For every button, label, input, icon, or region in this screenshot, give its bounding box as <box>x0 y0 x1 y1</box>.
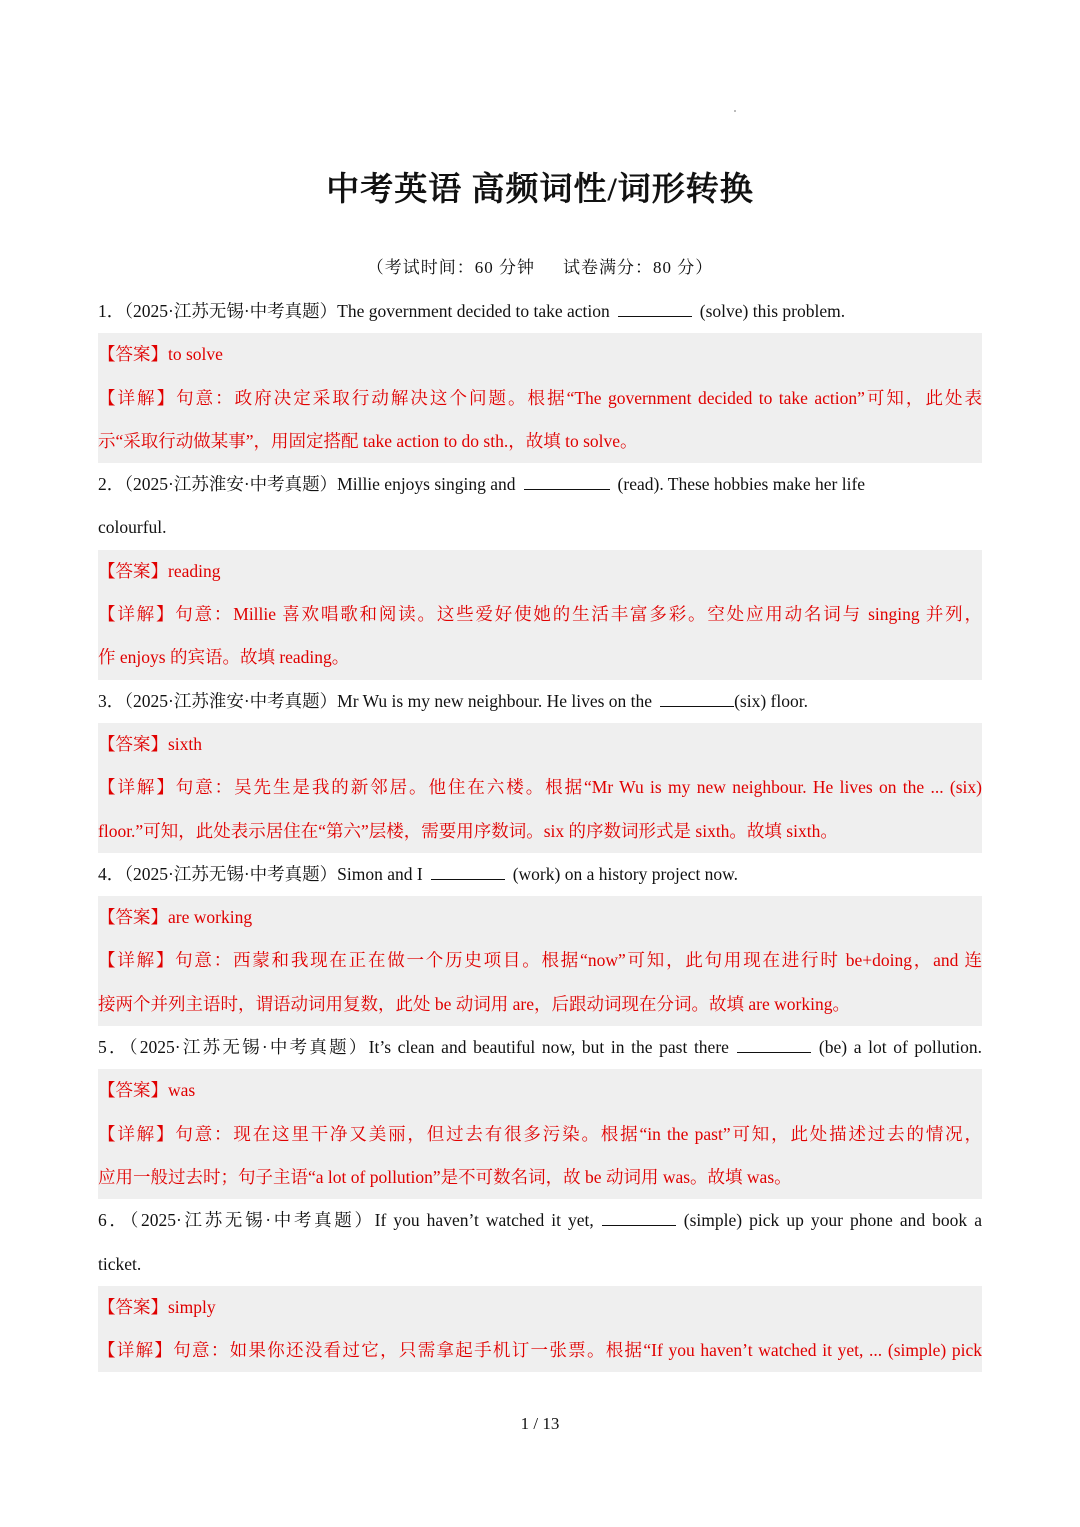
question-6 <box>98 1199 982 1372</box>
answer-line: 【答案】are working <box>98 907 253 928</box>
explanation-line: floor.”可知，此处表示居住在“第六”层楼，需要用序数词。six 的序数词形式是 sixth。故填 sixth。 <box>98 820 838 841</box>
answer-blank <box>737 1034 811 1053</box>
answer-line: 【答案】sixth <box>98 733 203 754</box>
explanation-line: 【详解】句意：西蒙和我现在正在做一个历史项目。根据“now”可知，此句用现在进行时 be+doing，and 连 <box>98 950 982 971</box>
answer-line: 【答案】reading <box>98 560 221 581</box>
answer-line: 【答案】simply <box>98 1296 216 1317</box>
question-text: 2．（2025·江苏淮安·中考真题）Millie enjoys singing and (read). These hobbies make her life <box>98 463 982 506</box>
question-text: 1．（2025·江苏无锡·中考真题）The government decided to take action (solve) this problem. <box>98 290 982 333</box>
explanation-line: 【详解】句意：政府决定采取行动解决这个问题。根据“The government decided to take action”可知，此处表 <box>98 387 982 408</box>
answer-box <box>98 1069 982 1199</box>
answer-value: to solve <box>168 344 223 365</box>
question-4 <box>98 853 982 1026</box>
question-3 <box>98 680 982 853</box>
exam-time: （考试时间：60 分钟 <box>366 258 535 277</box>
scan-speck <box>734 110 736 112</box>
explanation-line: 【详解】句意：现在这里干净又美丽，但过去有很多污染。根据“in the past”可知，此处描述过去的情况， <box>98 1123 982 1144</box>
answer-blank <box>660 688 734 707</box>
question-text: 4．（2025·江苏无锡·中考真题）Simon and I (work) on a history project now. <box>98 853 982 896</box>
answer-value: sixth <box>168 733 203 754</box>
answer-value: reading <box>168 560 221 581</box>
answer-value: was <box>168 1080 196 1101</box>
question-text: 6．（2025·江苏无锡·中考真题）If you haven’t watched it yet, (simple) pick up your phone and book a <box>98 1199 982 1242</box>
answer-blank <box>431 861 505 880</box>
answer-blank <box>618 298 692 317</box>
answer-box <box>98 550 982 680</box>
page-indicator: 1 / 13 <box>520 1414 560 1433</box>
answer-blank <box>524 471 610 490</box>
answer-box <box>98 896 982 1026</box>
question-text: 5．（2025·江苏无锡·中考真题）It’s clean and beautiful now, but in the past there (be) a lot of pollution. <box>98 1026 982 1069</box>
explanation-line: 接两个并列主语时，谓语动词用复数，此处 be 动词用 are，后跟动词现在分词。故填 are working。 <box>98 993 850 1014</box>
full-score: 试卷满分：80 分） <box>563 258 714 277</box>
explanation-line: 【详解】句意：如果你还没看过它，只需拿起手机订一张票。根据“If you haven’t watched it yet, ... (simple) pick <box>98 1340 982 1361</box>
explanation-line: 示“采取行动做某事”，用固定搭配 take action to do sth.，故填 to solve。 <box>98 430 638 451</box>
answer-box <box>98 333 982 463</box>
question-5 <box>98 1026 982 1199</box>
answer-line: 【答案】was <box>98 1080 196 1101</box>
answer-box <box>98 723 982 853</box>
question-text: 3．（2025·江苏淮安·中考真题）Mr Wu is my new neighbour. He lives on the (six) floor. <box>98 680 982 723</box>
explanation-line: 【详解】句意：吴先生是我的新邻居。他住在六楼。根据“Mr Wu is my new neighbour. He lives on the ... (six) <box>98 777 982 798</box>
answer-value: simply <box>168 1296 216 1317</box>
answer-blank <box>602 1207 676 1226</box>
explanation-line: 【详解】句意：Millie 喜欢唱歌和阅读。这些爱好使她的生活丰富多彩。空处应用动名词与 singing 并列， <box>98 604 982 625</box>
question-list <box>98 290 982 1372</box>
question-text-continued: colourful. <box>98 517 167 538</box>
question-2 <box>98 463 982 679</box>
document-title: 中考英语 高频词性/词形转换 <box>326 172 754 208</box>
exam-info <box>0 254 1080 282</box>
question-1 <box>98 290 982 463</box>
question-text-continued: ticket. <box>98 1253 142 1274</box>
explanation-line: 应用一般过去时；句子主语“a lot of pollution”是不可数名词，故 be 动词用 was。故填 was。 <box>98 1166 792 1187</box>
explanation-line: 作 enjoys 的宾语。故填 reading。 <box>98 647 350 668</box>
answer-box <box>98 1286 982 1373</box>
answer-line: 【答案】to solve <box>98 344 223 365</box>
answer-value: are working <box>168 907 253 928</box>
